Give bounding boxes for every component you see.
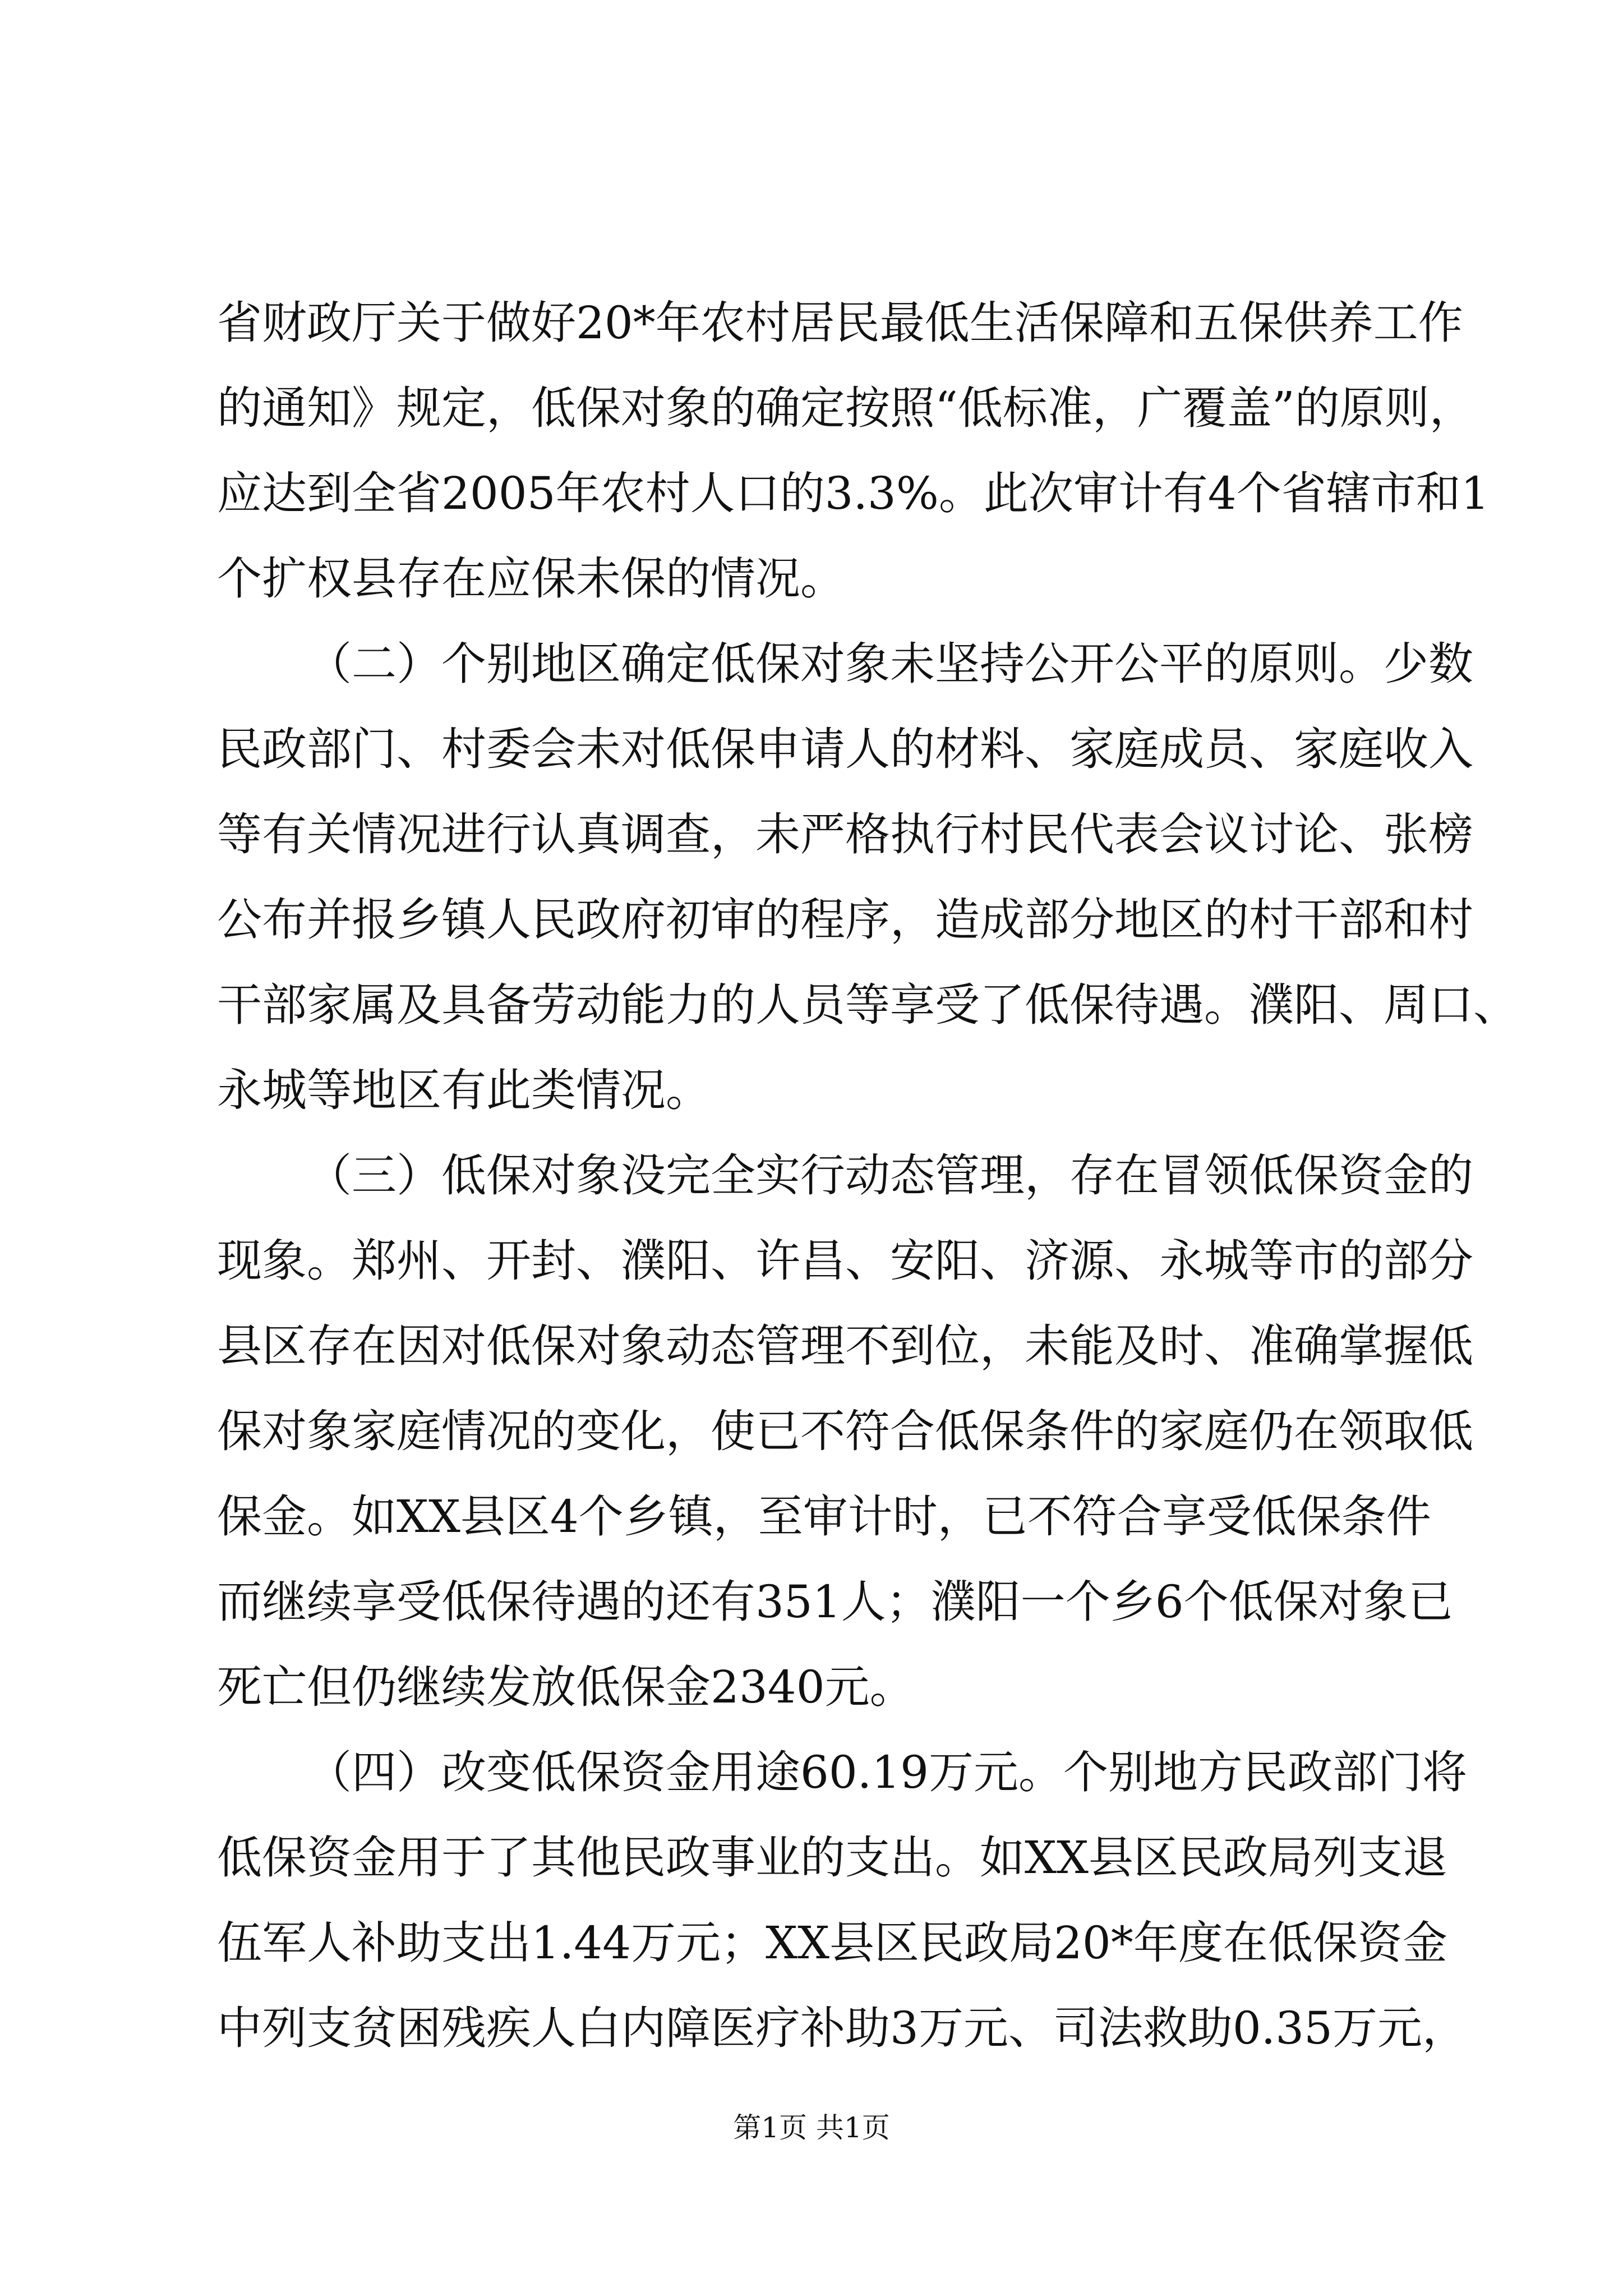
page-number-footer: 第1页 共1页 [733,2111,890,2144]
text-line: 中列支贫困残疾人白内障医疗补助3万元、司法救助0.35万元， [217,2002,1468,2054]
text-line: 民政部门、村委会未对低保申请人的材料、家庭成员、家庭收入 [217,723,1473,775]
text-line: 省财政厅关于做好20*年农村居民最低生活保障和五保供养工作 [217,297,1463,349]
text-line: 保对象家庭情况的变化，使已不符合低保条件的家庭仍在领取低 [217,1405,1473,1457]
text-line: 的通知》规定，低保对象的确定按照“低标准，广覆盖”的原则， [217,382,1474,434]
document-body [217,280,1518,2071]
paragraph-start-line: （二）个别地区确定低保对象未坚持公开公平的原则。少数 [307,638,1473,690]
text-line: 公布并报乡镇人民政府初审的程序，造成部分地区的村干部和村 [217,894,1473,946]
text-line: 个扩权县存在应保未保的情况。 [217,553,845,605]
text-line: 保金。如XX县区4个乡镇，至审计时，已不符合享受低保条件 [217,1490,1431,1543]
paragraph-start-line: （三）低保对象没完全实行动态管理，存在冒领低保资金的 [307,1149,1473,1202]
text-line: 永城等地区有此类情况。 [217,1064,711,1116]
text-line: 低保资金用于了其他民政事业的支出。如XX县区民政局列支退 [217,1832,1447,1884]
text-line: 等有关情况进行认真调查，未严格执行村民代表会议讨论、张榜 [217,808,1473,861]
text-line: 县区存在因对低保对象动态管理不到位，未能及时、准确掌握低 [217,1320,1473,1372]
text-line: 干部家属及具备劳动能力的人员等享受了低保待遇。濮阳、周口、 [217,979,1518,1031]
text-line: 现象。郑州、开封、濮阳、许昌、安阳、济源、永城等市的部分 [217,1235,1473,1287]
text-line: 应达到全省2005年农村人口的3.3%。此次审计有4个省辖市和1 [217,467,1490,519]
text-line: 伍军人补助支出1.44万元；XX县区民政局20*年度在低保资金 [217,1917,1447,1969]
text-line: 死亡但仍继续发放低保金2340元。 [217,1661,915,1713]
paragraph-start-line: （四）改变低保资金用途60.19万元。个别地方民政部门将 [307,1746,1468,1798]
text-line: 而继续享受低保待遇的还有351人；濮阳一个乡6个低保对象已 [217,1576,1453,1628]
